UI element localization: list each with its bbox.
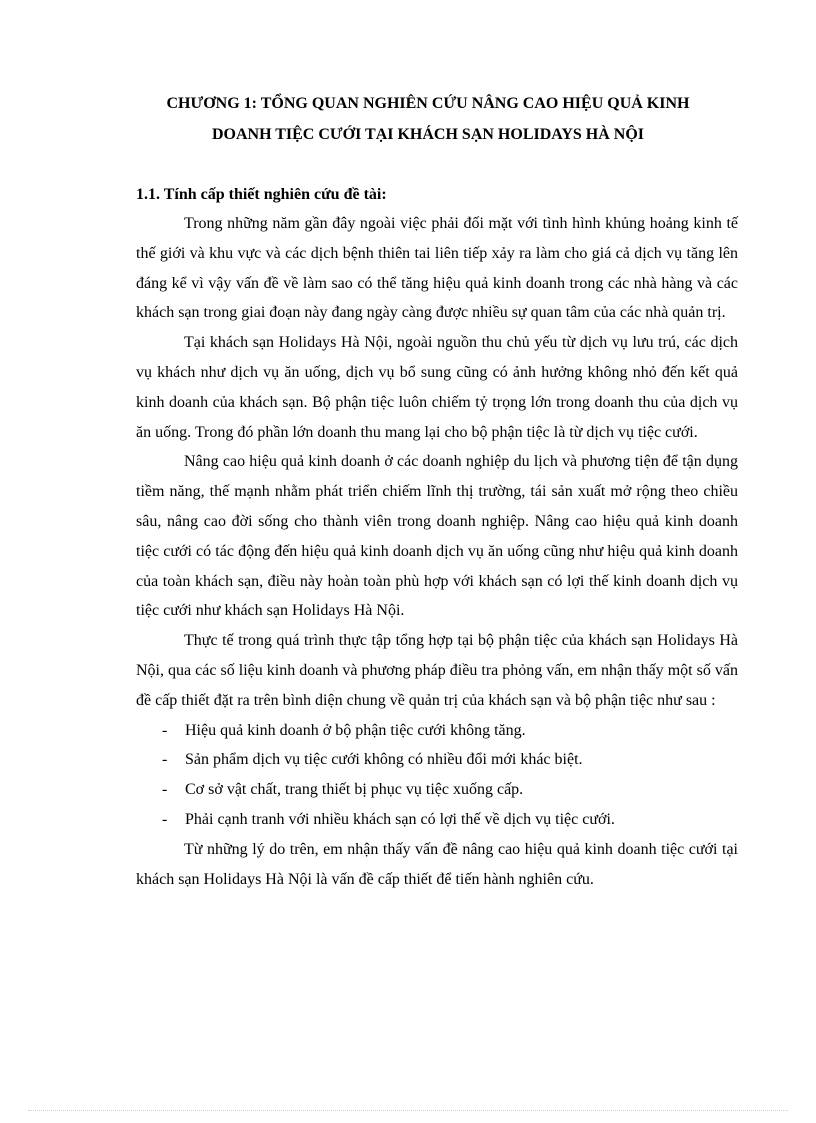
chapter-title-line-2: DOANH TIỆC CƯỚI TẠI KHÁCH SẠN HOLIDAYS HÀ NỘI [211, 126, 645, 143]
paragraph-1: Trong những năm gần đây ngoài việc phải đối mặt với tình hình khủng hoảng kinh tế thế giới và khu vực và các dịch bệnh thiên tai liên tiếp xảy ra làm cho giá cả dịch vụ tăng lên đáng kể vì vậy vấn đề về làm sao có thể tăng hiệu quả kinh doanh trong các nhà hàng và các khách sạn trong giai đoạn này đang ngày càng được nhiều sự quan tâm của các nhà quản trị. [136, 215, 738, 322]
chapter-title-line-1: CHƯƠNG 1: TỔNG QUAN NGHIÊN CỨU NÂNG CAO HIỆU QUẢ KINH [166, 95, 690, 112]
list-item [136, 716, 738, 746]
closing-paragraph: Từ những lý do trên, em nhận thấy vấn đề nâng cao hiệu quả kinh doanh tiệc cưới tại khách sạn Holidays Hà Nội là vấn đề cấp thiết để tiến hành nghiên cứu. [136, 840, 738, 888]
list-item-text: Phải cạnh tranh với nhiều khách sạn có lợi thế về dịch vụ tiệc cưới. [185, 810, 615, 828]
bullet-dash: - [162, 810, 168, 828]
list-item-text: Sản phẩm dịch vụ tiệc cưới không có nhiều đổi mới khác biệt. [185, 751, 583, 769]
body-text [136, 209, 738, 894]
bullet-dash: - [162, 751, 168, 769]
list-item-text: Hiệu quả kinh doanh ở bộ phận tiệc cưới không tăng. [185, 721, 526, 739]
chapter-title [118, 88, 738, 150]
bullet-dash: - [162, 721, 168, 739]
list-item [136, 805, 738, 835]
page-bottom-divider [28, 1110, 788, 1111]
paragraph-4: Thực tế trong quá trình thực tập tổng hợp tại bộ phận tiệc của khách sạn Holidays Hà Nội, qua các số liệu kinh doanh và phương pháp điều tra phỏng vấn, em nhận thấy một số vấn đề cấp thiết đặt ra trên bình diện chung về quản trị của khách sạn và bộ phận tiệc như sau : [136, 632, 738, 709]
list-item-text: Cơ sở vật chất, trang thiết bị phục vụ tiệc xuống cấp. [185, 781, 524, 799]
paragraph-2: Tại khách sạn Holidays Hà Nội, ngoài nguồn thu chủ yếu từ dịch vụ lưu trú, các dịch vụ khách như dịch vụ ăn uống, dịch vụ bổ sung cũng có ảnh hưởng không nhỏ đến kết quả kinh doanh của khách sạn. Bộ phận tiệc luôn chiếm tỷ trọng lớn trong doanh thu của dịch vụ ăn uống. Trong đó phần lớn doanh thu mang lại cho bộ phận tiệc là từ dịch vụ tiệc cưới. [136, 334, 738, 441]
issue-list [136, 716, 738, 835]
bullet-dash: - [162, 781, 168, 799]
section-heading: 1.1. Tính cấp thiết nghiên cứu đề tài: [136, 186, 387, 203]
list-item [136, 745, 738, 775]
paragraph-3: Nâng cao hiệu quả kinh doanh ở các doanh nghiệp du lịch và phương tiện để tận dụng tiềm năng, thế mạnh nhằm phát triển chiếm lĩnh thị trường, tái sản xuất mở rộng theo chiều sâu, nâng cao đời sống cho thành viên trong doanh nghiệp. Nâng cao hiệu quả kinh doanh tiệc cưới có tác động đến hiệu quả kinh doanh dịch vụ ăn uống cũng như hiệu quả kinh doanh của toàn khách sạn, điều này hoàn toàn phù hợp với khách sạn có lợi thế kinh doanh dịch vụ tiệc cưới như khách sạn Holidays Hà Nội. [136, 453, 738, 620]
list-item [136, 775, 738, 805]
